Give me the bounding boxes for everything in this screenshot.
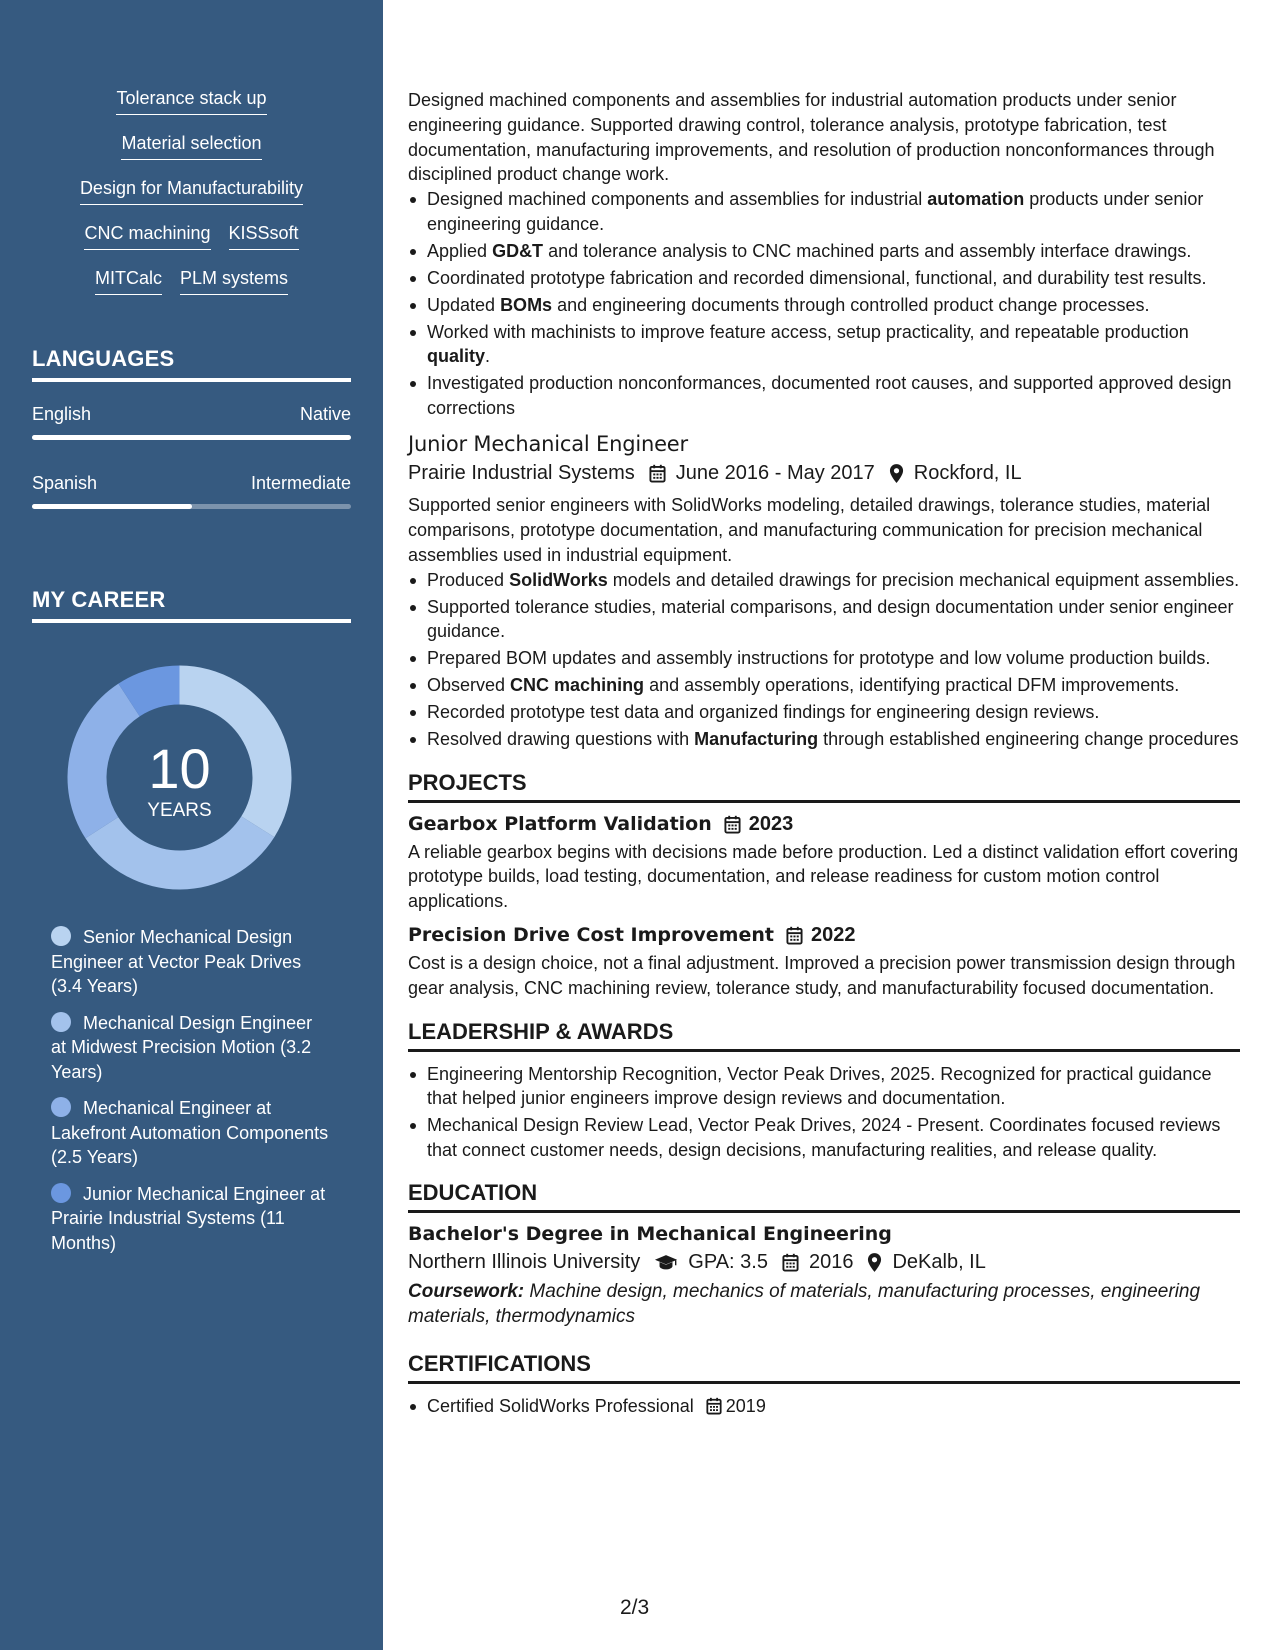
- language-bar: [32, 504, 351, 509]
- career-item: Mechanical Design Engineer at Midwest Precision Motion (3.2 Years): [51, 1012, 313, 1082]
- project-title: Gearbox Platform Validation: [408, 813, 712, 836]
- career-dot: [51, 926, 71, 946]
- language-bar: [32, 435, 351, 440]
- page-number: 2/3: [620, 1596, 650, 1619]
- career-heading: MY CAREER: [32, 587, 351, 623]
- leadership-list: [408, 1062, 1240, 1163]
- career-dot: [51, 1097, 71, 1117]
- project-description: Cost is a design choice, not a final adjustment. Improved a precision power transmission design through gear analysis, CNC machining review, tolerance study, and manufacturability focused documentation.: [408, 952, 1236, 998]
- skill-row: [32, 85, 351, 130]
- career-dot: [51, 1183, 71, 1203]
- job-bullet: Investigated production nonconformances, documented root causes, and supported approved design corrections: [408, 371, 1240, 420]
- job-bullet: Prepared BOM updates and assembly instructions for prototype and low volume production builds.: [408, 646, 1240, 671]
- skill-tag: MITCalc: [95, 265, 162, 295]
- certifications-list: [408, 1394, 1240, 1419]
- career-dot: [51, 1012, 71, 1032]
- school-name: Northern Illinois University: [408, 1251, 641, 1274]
- project: [408, 813, 1240, 914]
- job-bullet: Coordinated prototype fabrication and recorded dimensional, functional, and durability test results.: [408, 266, 1240, 291]
- calendar-icon: [724, 815, 741, 834]
- calendar-icon: [706, 1397, 722, 1415]
- location-pin-icon: [889, 463, 904, 484]
- career-donut-slice: [85, 816, 274, 889]
- sidebar: [0, 0, 383, 1650]
- skills-list: [32, 85, 351, 310]
- degree-title: Bachelor's Degree in Mechanical Engineering: [408, 1223, 892, 1246]
- coursework: Coursework: Machine design, mechanics of materials, manufacturing processes, engineering materials, thermodynamics: [408, 1281, 1201, 1327]
- job-bullet: Worked with machinists to improve feature access, setup practicality, and repeatable production quality.: [408, 320, 1240, 369]
- skill-tag: PLM systems: [180, 265, 288, 295]
- skill-row: [32, 265, 351, 310]
- languages-heading: LANGUAGES: [32, 346, 351, 382]
- leadership-item: Engineering Mentorship Recognition, Vector Peak Drives, 2025. Recognized for practical guidance that helped junior engineers improve design reviews and documentation.: [408, 1062, 1240, 1111]
- education-meta: [408, 1251, 1240, 1274]
- career-item: Senior Mechanical Design Engineer at Vector Peak Drives (3.4 Years): [51, 927, 302, 996]
- skill-row: [32, 175, 351, 220]
- job-meta: [408, 462, 1240, 485]
- job-title: Junior Mechanical Engineer: [408, 432, 688, 457]
- career-total-years: 10: [148, 737, 211, 800]
- job-bullet: Updated BOMs and engineering documents through controlled product change processes.: [408, 293, 1240, 318]
- project-description: A reliable gearbox begins with decisions made before production. Led a distinct validation effort covering prototype builds, load testing, documentation, and release readiness for custom motion control applications.: [408, 841, 1239, 912]
- skill-tag: Design for Manufacturability: [80, 175, 303, 205]
- skill-tag: KISSsoft: [229, 220, 299, 250]
- language-bar-fill: [32, 435, 351, 440]
- language-spanish: [32, 473, 351, 509]
- skill-row: [32, 130, 351, 175]
- calendar-icon: [782, 1253, 799, 1272]
- language-level: Native: [299, 404, 351, 424]
- gpa: GPA: 3.5: [688, 1251, 768, 1274]
- job-bullets: [408, 187, 1240, 420]
- projects-heading: PROJECTS: [408, 770, 1240, 803]
- job-bullet: Supported tolerance studies, material comparisons, and design documentation under senior engineer guidance.: [408, 595, 1240, 644]
- language-english: [32, 404, 351, 440]
- skill-tag: Tolerance stack up: [116, 85, 266, 115]
- calendar-icon: [649, 464, 666, 483]
- job-bullets: [408, 568, 1240, 752]
- language-name: Spanish: [32, 473, 98, 493]
- career-years-label: YEARS: [147, 800, 212, 821]
- graduation-year: 2016: [808, 1251, 854, 1274]
- career-item: Mechanical Engineer at Lakefront Automation Components (2.5 Years): [51, 1098, 329, 1167]
- main-content: [408, 88, 1240, 1421]
- calendar-icon: [786, 926, 803, 945]
- certifications-heading: CERTIFICATIONS: [408, 1351, 1240, 1384]
- language-bar-fill: [32, 504, 192, 509]
- project-year: 2023: [748, 812, 794, 835]
- certification-name: Certified SolidWorks Professional: [427, 1396, 694, 1417]
- job-bullet: Resolved drawing questions with Manufacturing through established engineering change procedures: [408, 727, 1240, 752]
- location-pin-icon: [867, 1252, 882, 1273]
- career-list: [51, 925, 331, 1267]
- project-title: Precision Drive Cost Improvement: [408, 924, 774, 947]
- graduation-cap-icon: [654, 1254, 678, 1271]
- project-year: 2022: [810, 923, 856, 946]
- skill-tag: Material selection: [121, 130, 261, 160]
- skill-tag: CNC machining: [84, 220, 210, 250]
- career-item: Junior Mechanical Engineer at Prairie Industrial Systems (11 Months): [51, 1183, 326, 1253]
- job-bullet: Designed machined components and assemblies for industrial automation products under senior engineering guidance.: [408, 187, 1240, 236]
- certification-item: [408, 1394, 1240, 1419]
- job-summary: Supported senior engineers with SolidWorks modeling, detailed drawings, tolerance studies, material comparisons, prototype documentation, and manufacturing communication for precision mechanical assemblies used in industrial equipment.: [408, 495, 1211, 565]
- job-location: Rockford, IL: [913, 462, 1022, 485]
- certification-year: 2019: [725, 1396, 766, 1417]
- job-bullet: Observed CNC machining and assembly operations, identifying practical DFM improvements.: [408, 673, 1240, 698]
- job-bullet: Applied GD&T and tolerance analysis to CNC machined parts and assembly interface drawings.: [408, 239, 1240, 264]
- project: [408, 924, 1240, 1001]
- job-summary: Designed machined components and assemblies for industrial automation products under senior engineering guidance. Supported drawing control, tolerance analysis, prototype fabrication, test documentation, manufacturing improvements, and resolution of production nonconformances through disciplined product change work.: [408, 90, 1215, 185]
- education-heading: EDUCATION: [408, 1180, 1240, 1213]
- job-bullet: Produced SolidWorks models and detailed drawings for precision mechanical equipment assemblies.: [408, 568, 1240, 593]
- job-dates: June 2016 - May 2017: [675, 462, 875, 485]
- school-location: DeKalb, IL: [892, 1251, 986, 1274]
- language-level: Intermediate: [250, 473, 351, 493]
- job-bullet: Recorded prototype test data and organized findings for engineering design reviews.: [408, 700, 1240, 725]
- skill-row: [32, 220, 351, 265]
- leadership-heading: LEADERSHIP & AWARDS: [408, 1019, 1240, 1052]
- company-name: Prairie Industrial Systems: [408, 462, 635, 485]
- language-name: English: [32, 404, 92, 424]
- leadership-item: Mechanical Design Review Lead, Vector Peak Drives, 2024 - Present. Coordinates focused reviews that connect customer needs, design decisions, manufacturing realities, and release quality.: [408, 1113, 1240, 1162]
